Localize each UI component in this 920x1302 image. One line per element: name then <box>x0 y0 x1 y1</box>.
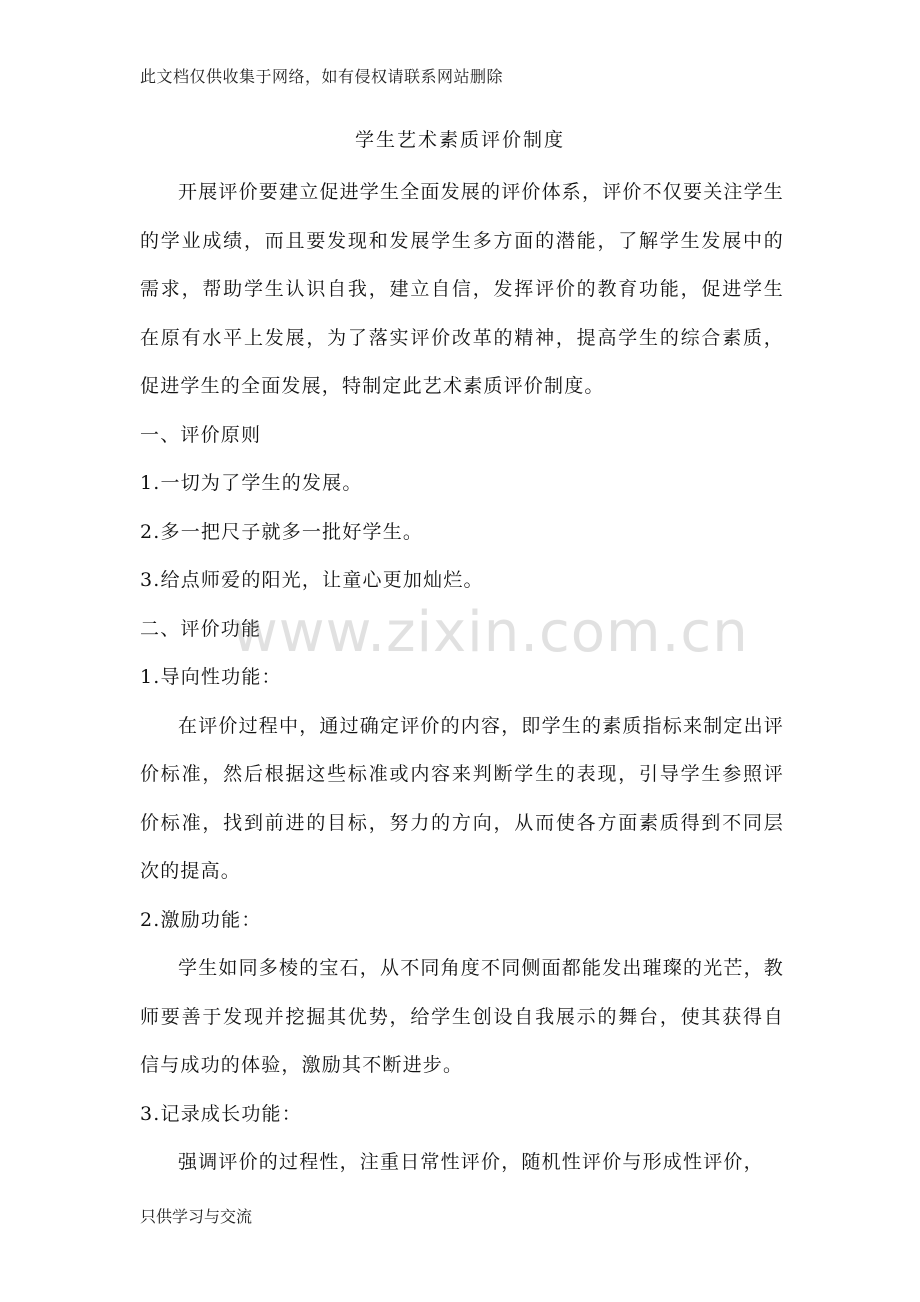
principle-item: 3.给点师爱的阳光，让童心更加灿烂。 <box>140 569 484 591</box>
paragraph-growth-record: 强调评价的过程性，注重日常性评价，随机性评价与形成性评价， <box>178 1151 764 1173</box>
section-heading-functions: 二、评价功能 <box>140 617 262 640</box>
subheading-motivation: 2.激励功能： <box>140 908 262 931</box>
subheading-growth-record: 3.记录成长功能： <box>140 1102 302 1125</box>
principle-item: 2.多一把尺子就多一批好学生。 <box>140 520 424 543</box>
page-header: 此文档仅供收集于网络，如有侵权请联系网站删除 <box>140 67 504 86</box>
intro-paragraph: 开展评价要建立促进学生全面发展的评价体系，评价不仅要关注学生的学业成绩，而且要发现和发展学生多方面的潜能，了解学生发展中的需求，帮助学生认识自我，建立自信，发挥评价的教育功能，促进学生在原有水平上发展，为了落实评价改革的精神，提高学生的综合素质，促进学生的全面发展，特制定此艺术素质评价制度。 <box>140 181 785 397</box>
section-heading-principles: 一、评价原则 <box>140 423 262 446</box>
paragraph-guidance: 在评价过程中，通过确定评价的内容，即学生的素质指标来制定出评价标准，然后根据这些标准或内容来判断学生的表现，引导学生参照评价标准，找到前进的目标，努力的方向，从而使各方面素质得到不同层次的提高。 <box>140 714 785 882</box>
paragraph-motivation: 学生如同多棱的宝石，从不同角度不同侧面都能发出璀璨的光芒，教师要善于发现并挖掘其优势，给学生创设自我展示的舞台，使其获得自信与成功的体验，激励其不断进步。 <box>140 957 785 1076</box>
subheading-guidance: 1.导向性功能： <box>140 666 282 688</box>
document-body <box>140 168 784 1187</box>
page-footer: 只供学习与交流 <box>140 1207 253 1226</box>
watermark: www.zixin.com.cn <box>232 600 749 665</box>
principle-item: 1.一切为了学生的发展。 <box>140 472 363 494</box>
document-title: 学生艺术素质评价制度 <box>354 129 565 151</box>
